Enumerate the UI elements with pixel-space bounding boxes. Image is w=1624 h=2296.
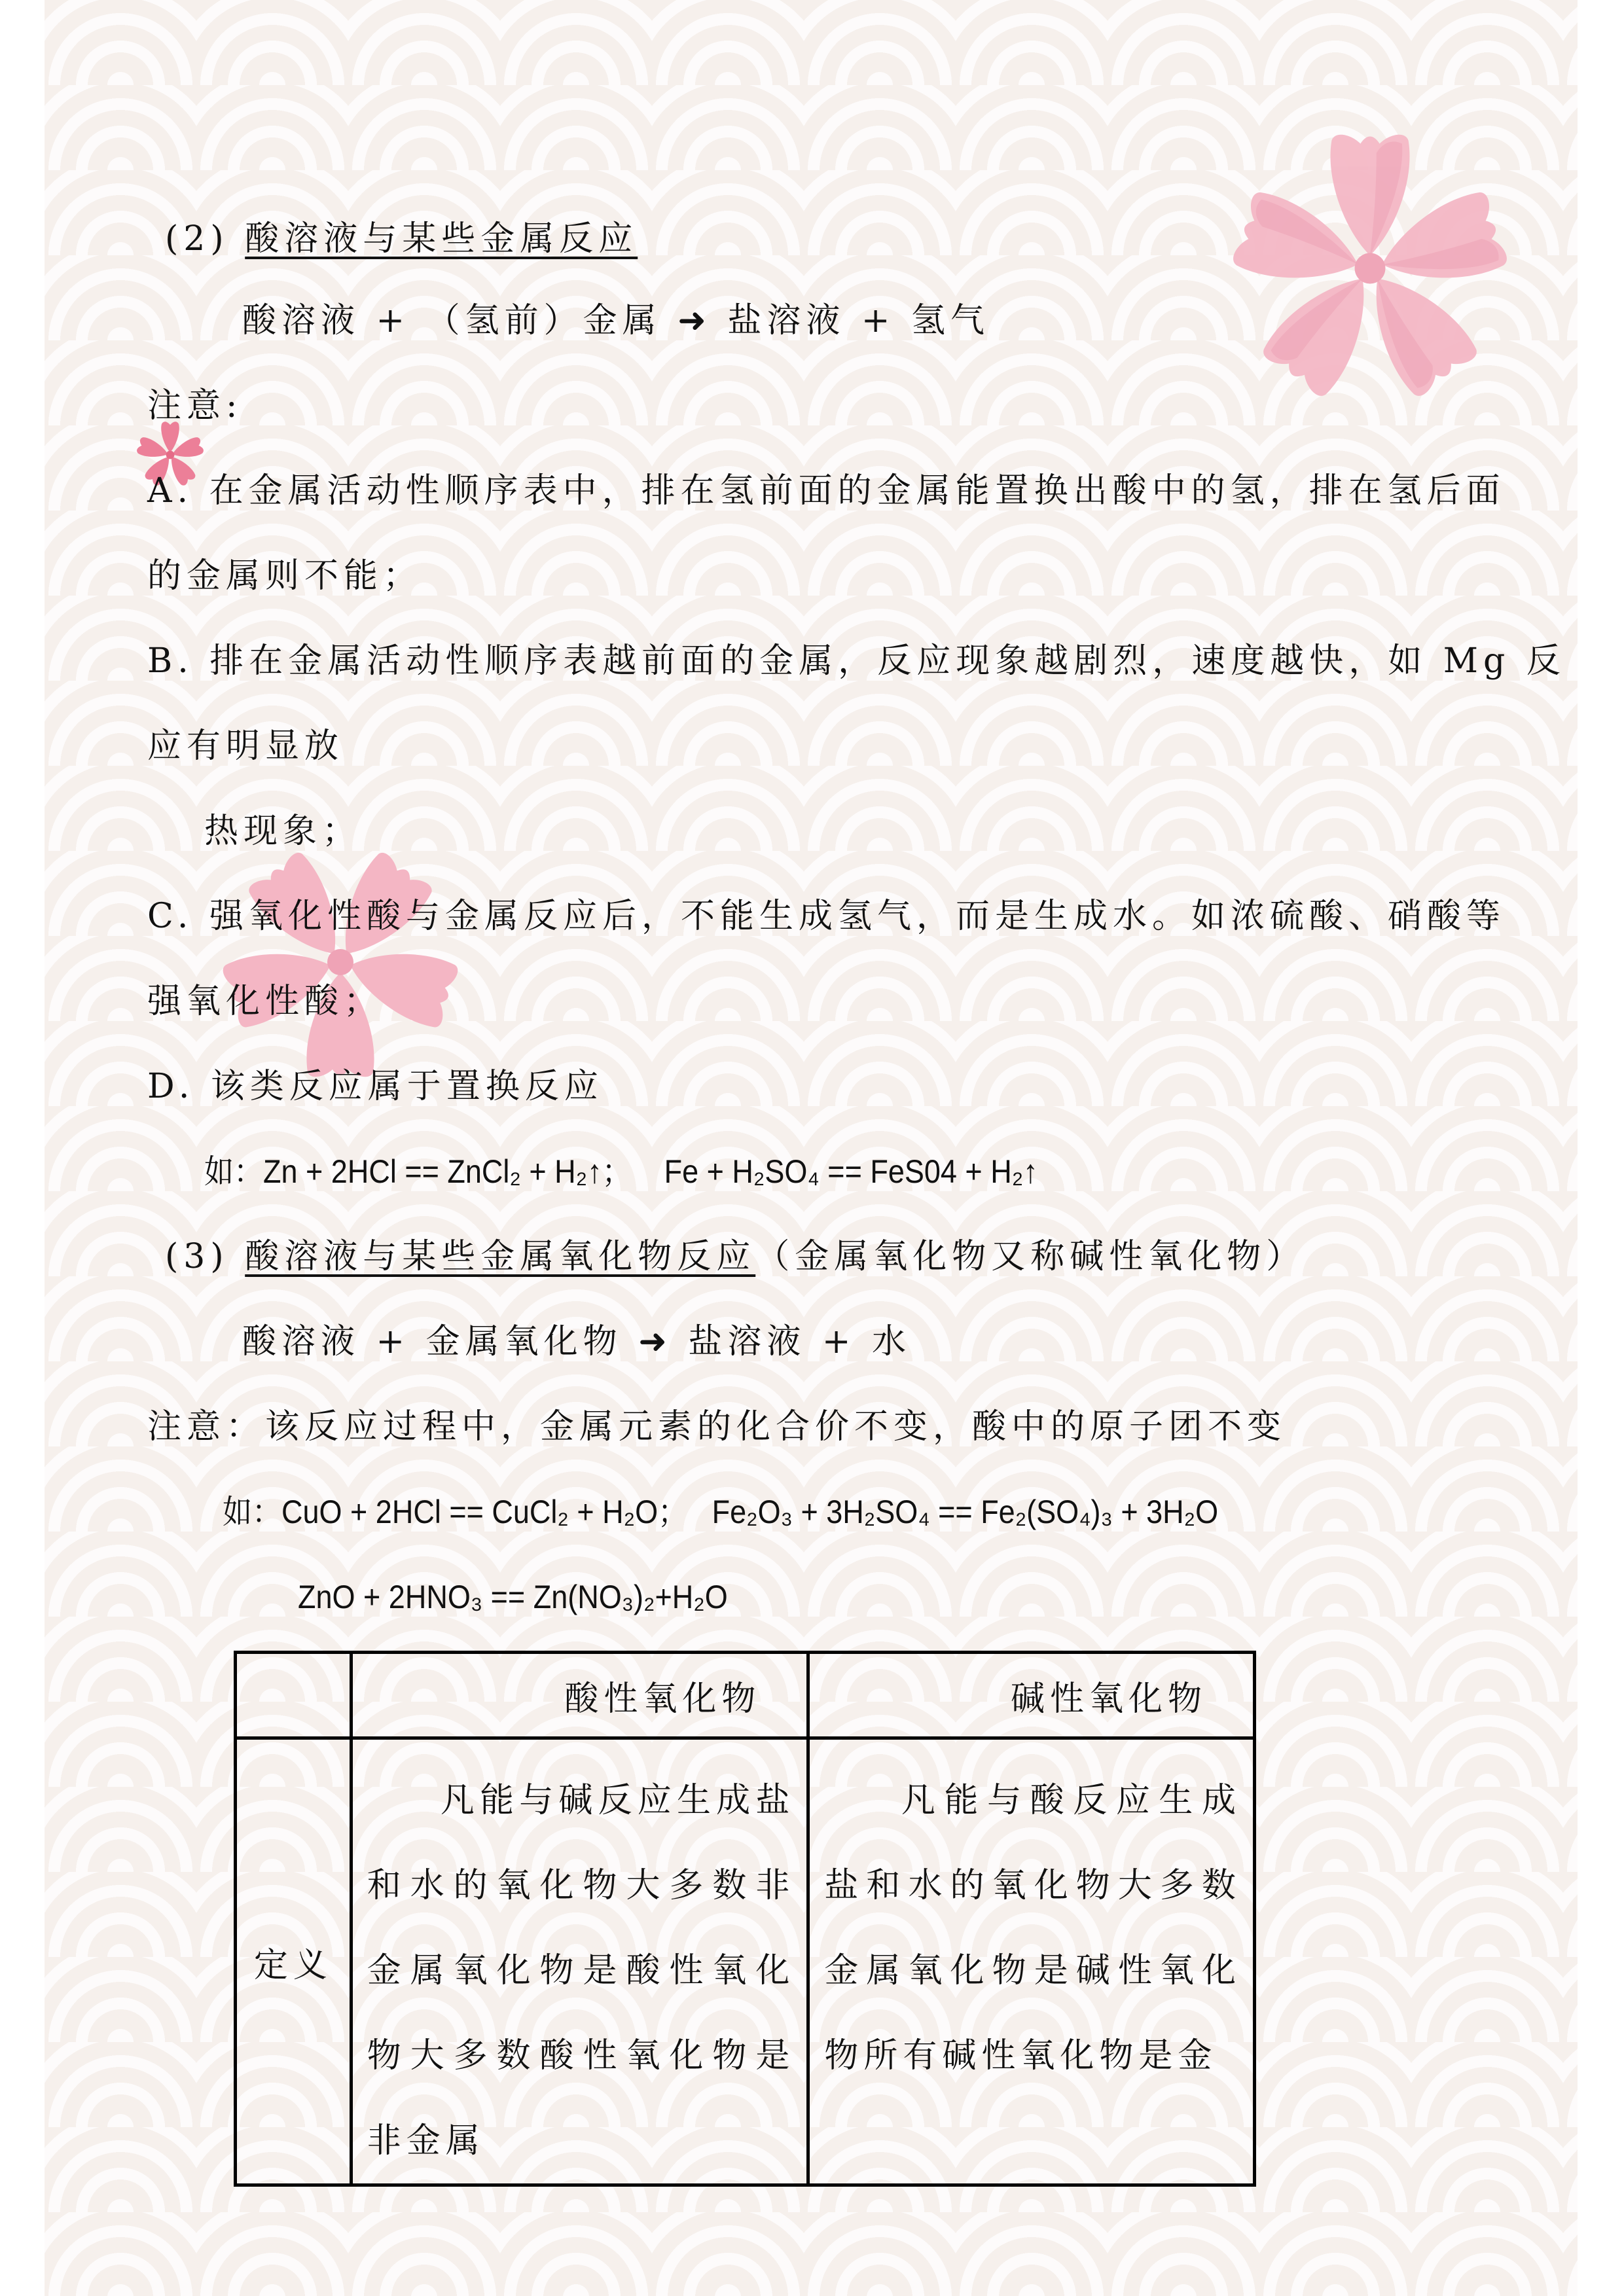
chemical-equation: Fe + H₂SO₄ == FeS04 + H₂↑ [664,1153,1038,1190]
plus-sign: + [821,1322,856,1361]
note-letter: A. [147,471,194,511]
section-number: (2) [165,219,229,259]
chemical-equation: ZnO + 2HNO₃ == Zn(NO₃)₂+H₂O [298,1579,728,1615]
table-header-cell [236,1653,352,1738]
reaction-equation [242,298,990,344]
reactant: 酸溶液 [242,301,361,340]
reactant: 酸溶液 [242,1322,361,1361]
table-cell [808,1738,1255,2185]
cherry-blossom-icon [1216,131,1524,406]
table-row [236,1738,1255,2185]
section-number: (3) [165,1237,229,1276]
row-label-cell: 定义 [236,1738,352,2185]
note-a-line1 [147,468,1506,514]
note-text: 排在金属活动性顺序表越前面的金属，反应现象越剧烈，速度越快，如 Mg 反 [209,641,1566,681]
chemical-equation: Fe₂O₃ + 3H₂SO₄ == Fe₂(SO₄)₃ + 3H₂O [712,1494,1219,1530]
arrow-right-icon: ➜ [638,1322,672,1361]
note-letter: D. [147,1067,195,1106]
plus-sign: + [861,301,895,340]
acidic-oxide-definition: 凡能与碱反应生成盐和水的氧化物大多数非金属氧化物是酸性氧化物大多数酸性氧化物是非金属 [367,1781,795,2161]
basic-oxide-definition: 凡能与酸反应生成盐和水的氧化物大多数金属氧化物是碱性氧化物所有碱性氧化物是金 [824,1781,1241,2075]
table-header-cell: 酸性氧化物 [351,1653,808,1738]
chemical-equation: CuO + 2HCl == CuCl₂ + H₂O [281,1494,659,1530]
table-header-cell: 碱性氧化物 [808,1653,1255,1738]
note-b-line2: 应有明显放 [147,726,344,766]
separator: ； [602,1153,632,1191]
reaction-equation [242,1319,911,1365]
note-text: 在金属活动性顺序表中，排在氢前面的金属能置换出酸中的氢，排在氢后面 [209,471,1506,511]
product: 盐溶液 [727,301,846,340]
note-b-line1 [147,638,1566,684]
plus-sign: + [376,1322,410,1361]
product: 水 [871,1322,911,1361]
product: 盐溶液 [688,1322,806,1361]
section-title-note: （金属氧化物又称碱性氧化物） [755,1237,1306,1276]
example-equations [204,1149,1038,1194]
chemical-equation: Zn + 2HCl == ZnCl₂ + H₂↑ [263,1153,602,1190]
note-b-line3: 热现象； [204,812,362,851]
plus-sign: + [376,301,410,340]
note-text: 强氧化性酸与金属反应后，不能生成氢气，而是生成水。如浓硫酸、硝酸等 [209,897,1506,936]
reactant: （氢前）金属 [425,301,662,340]
example-prefix: 如： [204,1153,263,1191]
section-title: 酸溶液与某些金属反应 [245,219,638,259]
note-letter: B. [147,641,194,681]
arrow-right-icon: ➜ [677,301,712,340]
note-c-line1 [147,893,1506,939]
example-equations: 如：CuO + 2HCl == CuCl₂ + H₂O； Fe₂O₃ + 3H₂SO₄ == Fe₂(SO₄)₃ + 3H₂O [223,1493,1219,1531]
note-label: 注意: [147,386,243,425]
reactant: 金属氧化物 [425,1322,623,1361]
table-header-row [236,1653,1255,1738]
product: 氢气 [911,301,990,340]
note-a-line2: 的金属则不能； [147,556,423,596]
note-text: 该类反应属于置换反应 [210,1067,604,1106]
cherry-blossom-icon [209,844,471,1080]
note-c-line2: 强氧化性酸； [147,982,384,1021]
oxide-comparison-table [234,1651,1256,2187]
section-2-heading [165,216,638,262]
section-3-heading [165,1234,1305,1280]
section-title: 酸溶液与某些金属氧化物反应 [245,1237,756,1276]
note-d-line1 [147,1064,604,1109]
example-prefix: 如： [223,1493,281,1531]
table-cell [351,1738,808,2185]
note-text: 注意：该反应过程中，金属元素的化合价不变，酸中的原子团不变 [147,1407,1287,1446]
note-letter: C. [147,897,194,936]
